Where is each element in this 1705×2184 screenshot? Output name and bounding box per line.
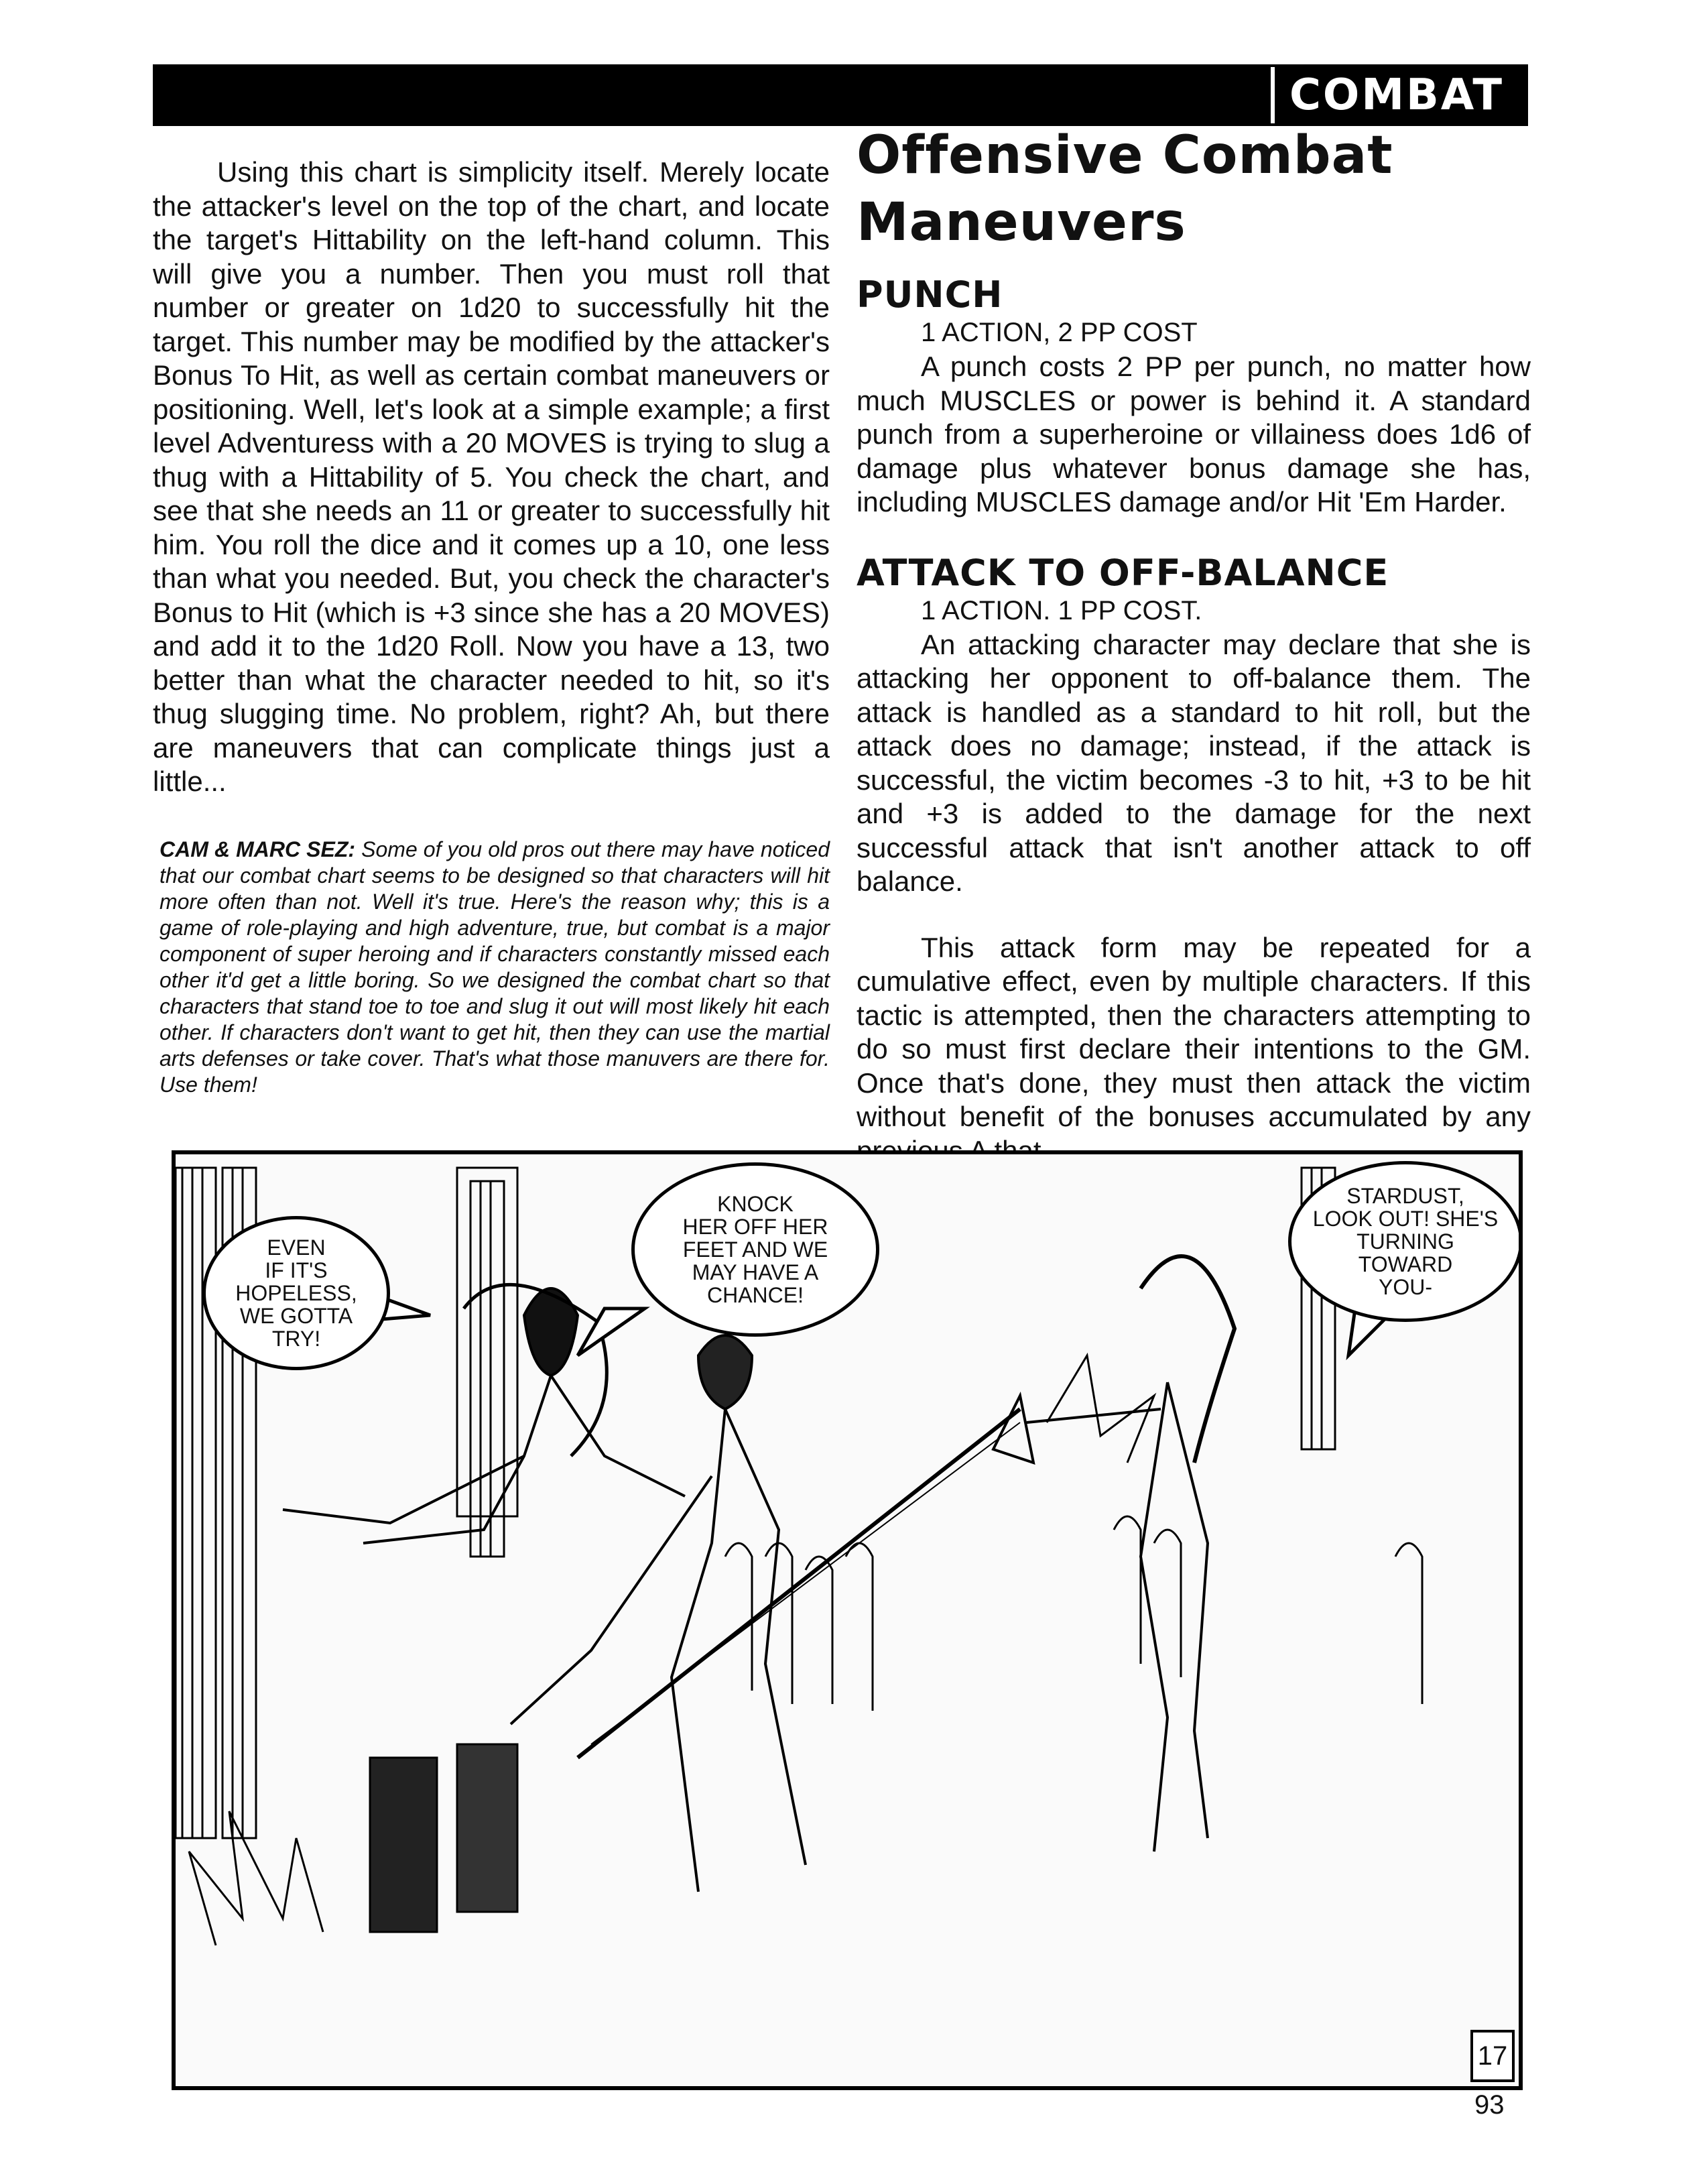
off-balance-text-2: This attack form may be repeated for a cumulative effect, even by multiple characters. If this tactic is attempted, then the characters attempting to do so must first declare their intentions to the GM. Once that's done, they must then attack the victim without benefit of the bonuses accumulated by any (857, 931, 1531, 1132)
sidebar-note (153, 837, 830, 1098)
punch-text: A punch costs 2 PP per punch, no matter how much MUSCLES or power is behind it. A standard punch from a superheroine or villainess does 1d6 of damage plus whatever bonus damage she has, including MUSCLES damage and/or Hit 'Em Harder. (857, 351, 1531, 518)
speech-bubble-center: KNOCK HER OFF HER FEET AND WE MAY HAVE A CHANCE! (631, 1162, 879, 1337)
off-balance-cost: 1 ACTION. 1 PP COST. (921, 595, 1202, 625)
flying-heroine (993, 1256, 1235, 1852)
section-label: COMBAT (1271, 67, 1519, 123)
page-number: 93 (1474, 2090, 1505, 2120)
page-title: Offensive Combat Maneuvers (857, 125, 1393, 253)
crowd (725, 1516, 1422, 1711)
intro-paragraph: Using this chart is simplicity itself. Merely locate the attacker's level on the top of the chart, and locate the target's Hittability on the left-hand column. This will give you a number. Then you must roll that number or greater on 1d20 to successfully hit the target. This number may be modified by the attacker's Bonus To Hit, as well as certain combat maneuvers or positioning. Well, let's look at a simple example; a first level Adventuress with a 20 MOVES is trying to slug a thug with a Hittability of 5. You check the chart, and see that she needs an 11 or greater to successfully hit him. You roll the dice and it comes up a 10, one less than what you needed. But, you check the character's Bonus to Hit (which is +3 since she has a 20 MOVES) and add it to the 1d20 Roll. Now you have a 13, two better than what the character needed to hit, so it's thug slugging time. No problem, right? Ah, but there are maneuvers that can complicate things just a little... (153, 156, 830, 797)
left-column (153, 156, 830, 1119)
sidebar-body: Some of you old pros out there may have noticed that our combat chart seems to be designed so that characters will hit more often than not. Well it's true. Here's the reason why; this is a game of role-playing and high adventure, true, but combat is a major component of super heroing and if characters constantly missed each other it'd get a little boring. So we designed the combat chart so that characters that stand toe to toe and slug it out will most likely hit each other. If characters don't want to get hit, then they can use the martial arts defenses or take cover. That's what those manuvers are there for. Use them! (160, 837, 830, 1097)
comic-panel (172, 1150, 1523, 2090)
panel-number: 17 (1470, 2030, 1515, 2082)
section-header-bar (153, 64, 1528, 126)
off-balance-heading: ATTACK TO OFF-BALANCE (857, 551, 1389, 594)
speech-bubble-right: STARDUST, LOOK OUT! SHE'S TURNING TOWARD YOU- (1288, 1161, 1523, 1322)
sidebar-lead: CAM & MARC SEZ: (160, 837, 356, 861)
punch-heading: PUNCH (857, 274, 1003, 316)
speech-bubble-left: EVEN IF IT'S HOPELESS, WE GOTTA TRY! (202, 1216, 390, 1370)
off-balance-text-1: An attacking character may declare that she is attacking her opponent to off-balance them. The attack is handled as a standard to hit roll, but the attack does no damage; instead, if the attack is successful, the victim becomes -3 to hit, +3 to be hit and +3 is added to the damage for the next successful attack that isn't another attack to off balance. (857, 628, 1531, 897)
central-heroine (511, 1335, 1020, 1892)
punch-cost: 1 ACTION, 2 PP COST (921, 318, 1198, 347)
impact-burst (189, 1355, 1154, 1945)
bubble-tails (350, 1288, 1395, 1355)
right-column (857, 122, 1531, 1168)
